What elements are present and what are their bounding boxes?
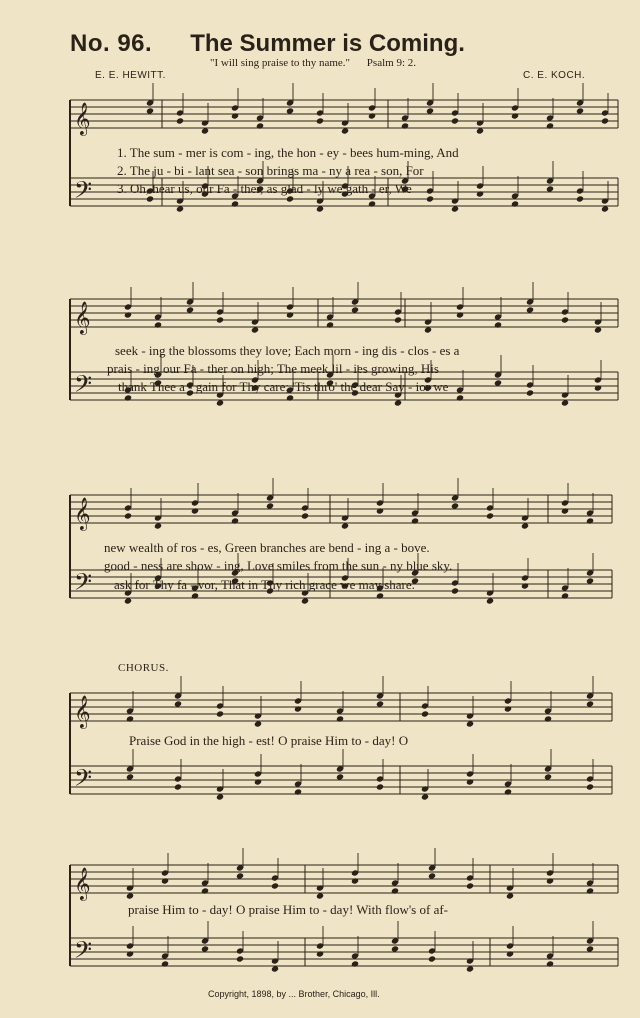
note-head (201, 945, 209, 952)
note-head (336, 715, 344, 722)
note-head (124, 311, 132, 318)
note-head (544, 773, 552, 780)
note-head (351, 877, 359, 884)
note-head (124, 597, 132, 604)
note-head (586, 517, 594, 524)
note-head (594, 326, 602, 333)
treble-clef-icon: 𝄞 (74, 102, 91, 135)
note-head (511, 200, 519, 207)
note-head (316, 117, 324, 124)
note-head (456, 394, 464, 401)
note-head (286, 311, 294, 318)
note-head (271, 882, 279, 889)
note-head (504, 788, 512, 795)
note-head (411, 517, 419, 524)
note-head (428, 872, 436, 879)
note-head (231, 112, 239, 119)
treble-clef-icon: 𝄞 (74, 695, 91, 728)
note-head (426, 195, 434, 202)
note-head (231, 517, 239, 524)
note-head (546, 122, 554, 129)
note-head (256, 122, 264, 129)
note-head (266, 502, 274, 509)
note-head (254, 778, 262, 785)
note-head (526, 306, 534, 313)
note-head (561, 399, 569, 406)
note-head (526, 389, 534, 396)
note-head (376, 783, 384, 790)
note-head (586, 577, 594, 584)
chorus-label: CHORUS. (118, 662, 169, 674)
note-head (391, 887, 399, 894)
note-head (236, 872, 244, 879)
treble-clef-icon: 𝄞 (74, 497, 91, 530)
note-head (504, 705, 512, 712)
note-head (161, 877, 169, 884)
note-head (368, 112, 376, 119)
treble-clef-icon: 𝄞 (74, 867, 91, 900)
note-head (126, 773, 134, 780)
note-head (146, 107, 154, 114)
note-head (191, 592, 199, 599)
note-head (561, 316, 569, 323)
note-head (154, 321, 162, 328)
note-head (351, 306, 359, 313)
note-head (176, 117, 184, 124)
note-head (466, 965, 474, 972)
treble-clef-icon: 𝄞 (74, 301, 91, 334)
note-head (601, 117, 609, 124)
note-head (486, 597, 494, 604)
hymn-title: The Summer is Coming. (190, 30, 465, 57)
note-head (476, 190, 484, 197)
note-head (174, 783, 182, 790)
scripture-reference: Psalm 9: 2. (366, 57, 416, 69)
note-head (394, 316, 402, 323)
note-head (286, 394, 294, 401)
note-head (451, 117, 459, 124)
note-head (301, 597, 309, 604)
note-head (494, 379, 502, 386)
epigraph-quote: "I will sing praise to thy name." (210, 57, 351, 69)
note-head (286, 107, 294, 114)
note-head (301, 512, 309, 519)
note-head (586, 887, 594, 894)
note-head (511, 112, 519, 119)
note-head (376, 507, 384, 514)
note-head (586, 783, 594, 790)
note-head (586, 945, 594, 952)
note-head (216, 793, 224, 800)
note-head (561, 592, 569, 599)
note-head (421, 710, 429, 717)
hymn-number: No. 96. (70, 30, 153, 57)
note-head (546, 185, 554, 192)
note-head (124, 394, 132, 401)
note-head (316, 950, 324, 957)
author-credit: E. E. HEWITT. (95, 70, 166, 81)
note-head (594, 384, 602, 391)
note-head (466, 720, 474, 727)
note-head (216, 710, 224, 717)
note-head (236, 955, 244, 962)
note-head (251, 326, 259, 333)
note-head (451, 587, 459, 594)
note-head (401, 122, 409, 129)
note-head (368, 200, 376, 207)
note-head (126, 950, 134, 957)
note-head (126, 892, 134, 899)
note-head (466, 778, 474, 785)
note-head (231, 200, 239, 207)
note-head (124, 512, 132, 519)
note-head (161, 960, 169, 967)
note-head (546, 960, 554, 967)
note-head (521, 522, 529, 529)
note-head (456, 311, 464, 318)
note-head (561, 507, 569, 514)
note-head (294, 705, 302, 712)
note-head (176, 205, 184, 212)
composer-credit: C. E. KOCH. (523, 70, 586, 81)
note-head (174, 700, 182, 707)
bass-clef-icon: 𝄢 (74, 568, 93, 601)
note-head (126, 715, 134, 722)
note-head (254, 720, 262, 727)
note-head (601, 205, 609, 212)
note-head (466, 882, 474, 889)
note-head (154, 522, 162, 529)
note-head (546, 877, 554, 884)
note-head (341, 127, 349, 134)
note-head (376, 700, 384, 707)
note-head (394, 399, 402, 406)
note-head (316, 892, 324, 899)
note-head (341, 522, 349, 529)
copyright-notice: Copyright, 1898, by ... Brother, Chicago, Ill. (208, 989, 380, 999)
hymn-page: No. 96. The Summer is Coming. "I will sing praise to thy name." Psalm 9: 2. E. E. HEWITT. C. E. KOCH. 𝄞 𝄢 𝄞 𝄢 𝄞 𝄢 𝄞 𝄢 𝄞 𝄢 1. The sum - mer is com - ing, the hon - ey - bees hum-ming, And 2. The ju - bi - lant sea - son brings ma - ny a rea - son, For 3. Oh, hear us, our Fa - ther, as glad - ly we gath - er, We seek - ing the blossoms they love; Each morn - ing dis - clos - es a prais - ing our Fa - ther on high; The meek lil - ies growing, His thank Thee a - gain for Thy care; 'Tis thro' the dear Sav - ior we new wealth of ros - es, Green branches are bend - ing a - bove. good - ness are show - ing, Love smiles from the sun - ny blue sky. ask for Thy fa - vor, That in Thy rich grace we may share. CHORUS. Praise God in the high - est! O praise Him to - day! O praise Him to - day! O praise Him to - day! With flow's of af- Copyright, 1898, by ... Brother, Chicago, Ill. (0, 0, 640, 1018)
note-head (506, 892, 514, 899)
note-head (216, 316, 224, 323)
note-head (451, 502, 459, 509)
note-head (426, 107, 434, 114)
note-head (201, 127, 209, 134)
bass-clef-icon: 𝄢 (74, 764, 93, 797)
note-head (351, 960, 359, 967)
note-head (544, 715, 552, 722)
note-head (186, 306, 194, 313)
note-head (576, 195, 584, 202)
note-head (506, 950, 514, 957)
note-head (486, 512, 494, 519)
note-head (521, 582, 529, 589)
note-head (428, 955, 436, 962)
note-head (294, 788, 302, 795)
bass-clef-icon: 𝄢 (74, 176, 93, 209)
note-head (421, 793, 429, 800)
note-head (391, 945, 399, 952)
note-head (271, 965, 279, 972)
note-head (376, 592, 384, 599)
note-head (216, 399, 224, 406)
note-head (336, 773, 344, 780)
note-head (476, 127, 484, 134)
note-head (201, 887, 209, 894)
note-head (451, 205, 459, 212)
bass-clef-icon: 𝄢 (74, 370, 93, 403)
note-head (576, 107, 584, 114)
note-head (316, 205, 324, 212)
note-head (191, 507, 199, 514)
bass-clef-icon: 𝄢 (74, 936, 93, 969)
note-head (424, 326, 432, 333)
note-head (586, 700, 594, 707)
note-head (494, 321, 502, 328)
note-head (326, 321, 334, 328)
